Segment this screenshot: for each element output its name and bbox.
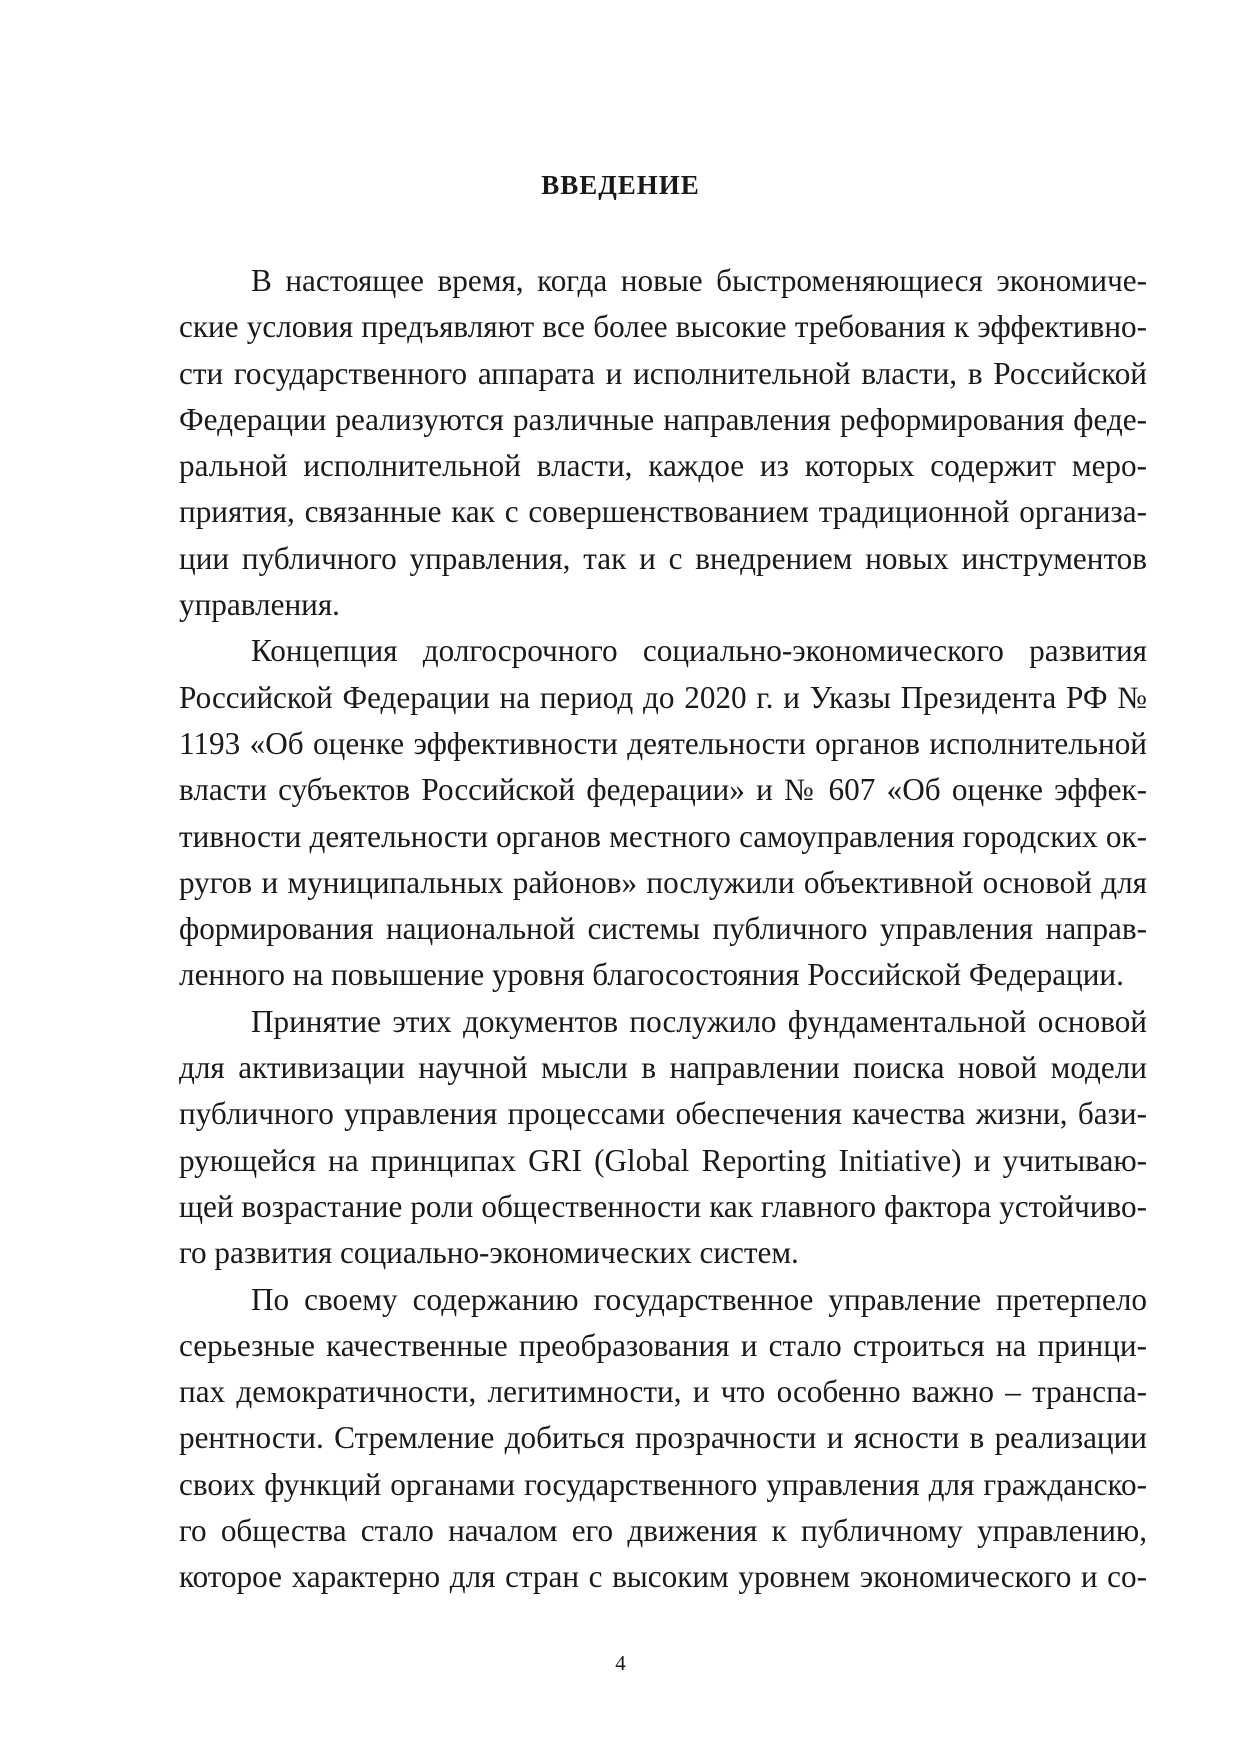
text-line: Принятие этих документов послужило фундаментальной основой (251, 1003, 1147, 1039)
text-line: Российской Федерации на период до 2020 г. и Указы Президента РФ № (179, 679, 1147, 715)
text-line: го общества стало началом его движения к публичному управлению, (179, 1513, 1147, 1549)
text-line: ральной исполнительной власти, каждое из которых содержит меро- (179, 448, 1147, 484)
text-line: приятия, связанные как с совершенствованием традиционной организа- (179, 494, 1147, 530)
text-line: серьезные качественные преобразования и стало строиться на принци- (179, 1327, 1147, 1363)
text-line: го развития социально-экономических систем. (179, 1235, 799, 1271)
text-line: формирования национальной системы публичного управления направ- (179, 911, 1147, 947)
text-line: Федерации реализуются различные направления реформирования феде- (179, 401, 1147, 437)
paragraph (179, 258, 1147, 628)
text-line: пах демократичности, легитимности, и что особенно важно – транспа- (179, 1374, 1147, 1410)
text-line: В настоящее время, когда новые быстроменяющиеся экономиче- (251, 263, 1147, 298)
paragraph (179, 1277, 1147, 1601)
text-line: публичного управления процессами обеспечения качества жизни, бази- (179, 1096, 1147, 1132)
body-text (179, 258, 1147, 1601)
text-line: тивности деятельности органов местного самоуправления городских ок- (179, 818, 1147, 854)
text-line: которое характерно для стран с высоким уровнем экономического и со- (179, 1559, 1147, 1595)
text-line: рентности. Стремление добиться прозрачности и ясности в реализации (179, 1420, 1147, 1456)
text-line: 1193 «Об оценке эффективности деятельности органов исполнительной (179, 725, 1147, 761)
text-line: ские условия предъявляют все более высокие требования к эффективно- (179, 309, 1147, 345)
text-line: По своему содержанию государственное управление претерпело (251, 1281, 1147, 1317)
text-line: своих функций органами государственного управления для гражданско- (179, 1466, 1147, 1502)
paragraph (179, 999, 1147, 1277)
text-line: ругов и муниципальных районов» послужили объективной основой для (179, 864, 1147, 900)
text-line: для активизации научной мысли в направлении поиска новой модели (179, 1050, 1147, 1086)
paragraph (179, 628, 1147, 998)
text-line: сти государственного аппарата и исполнительной власти, в Российской (179, 355, 1147, 391)
text-line: Концепция долгосрочного социально-экономического развития (251, 633, 1147, 669)
text-line: ленного на повышение уровня благосостояния Российской Федерации. (179, 957, 1124, 993)
page-title: ВВЕДЕНИЕ (541, 170, 700, 200)
page-number: 4 (615, 1651, 626, 1675)
text-line: управления. (179, 587, 340, 623)
text-line: рующейся на принципах GRI (Global Reporting Initiative) и учитываю- (179, 1142, 1147, 1178)
text-line: щей возрастание роли общественности как главного фактора устойчиво- (179, 1188, 1147, 1224)
text-line: власти субъектов Российской федерации» и № 607 «Об оценке эффек- (179, 772, 1147, 808)
text-line: ции публичного управления, так и с внедрением новых инструментов (179, 540, 1147, 576)
